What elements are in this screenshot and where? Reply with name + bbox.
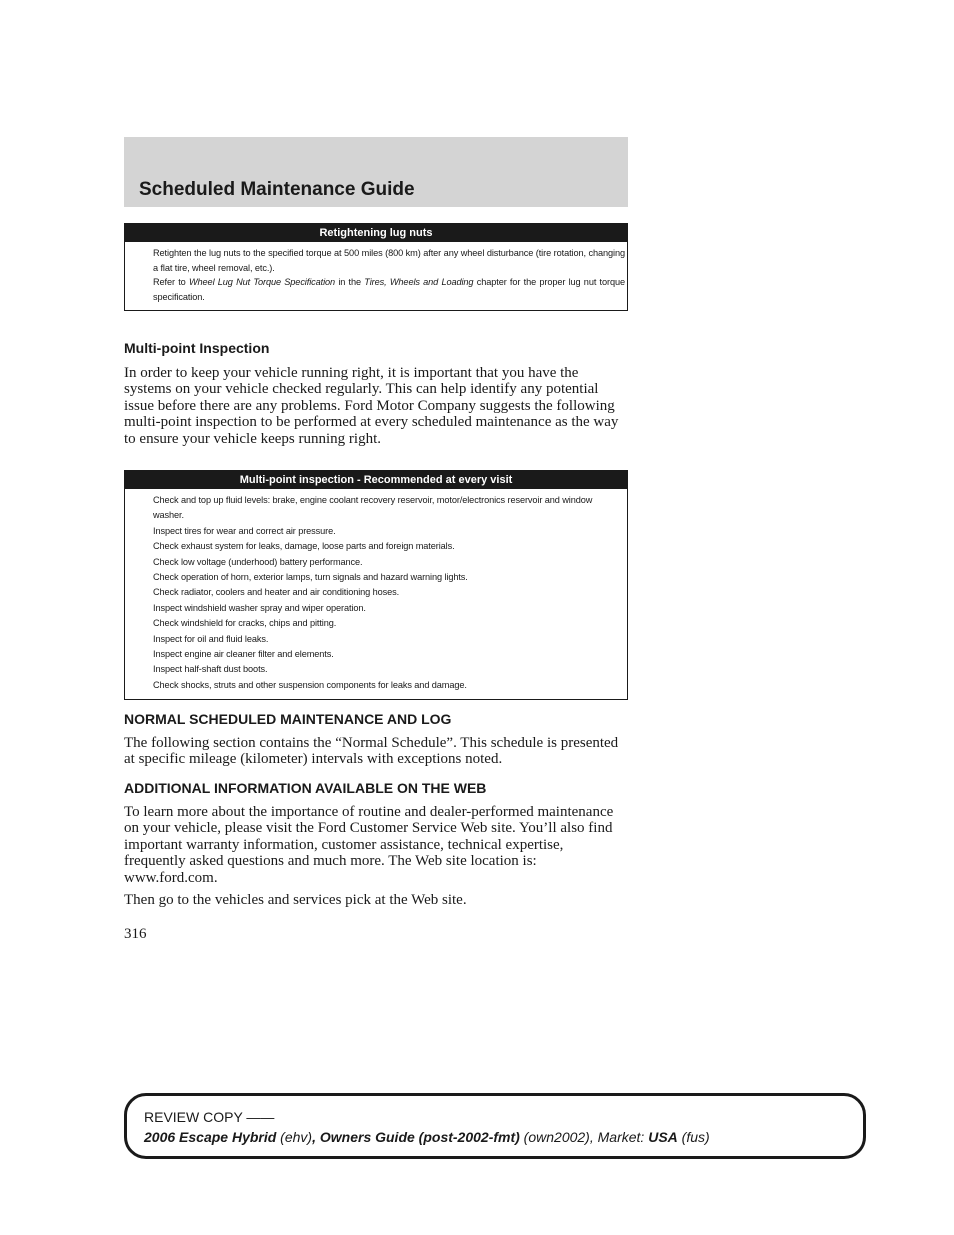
review-market: USA	[648, 1129, 678, 1145]
inspection-item: Check shocks, struts and other suspension components for leaks and damage.	[153, 679, 467, 690]
review-model: 2006 Escape Hybrid	[144, 1129, 277, 1145]
web-info-heading: ADDITIONAL INFORMATION AVAILABLE ON THE WEB	[124, 780, 487, 796]
inspection-item: Inspect tires for wear and correct air pressure.	[153, 525, 336, 536]
page-number: 316	[124, 926, 147, 942]
page-title: Scheduled Maintenance Guide	[139, 179, 415, 200]
inspection-item: Inspect half-shaft dust boots.	[153, 664, 268, 675]
multipoint-heading: Multi-point Inspection	[124, 340, 270, 356]
inspection-item: Check windshield for cracks, chips and pitting.	[153, 618, 337, 629]
inspection-item: Inspect windshield washer spray and wiper operation.	[153, 602, 366, 613]
multipoint-box	[124, 470, 628, 700]
tires-chapter-ref: Tires, Wheels and Loading	[364, 277, 474, 287]
normal-schedule-heading: NORMAL SCHEDULED MAINTENANCE AND LOG	[124, 711, 452, 727]
multipoint-box-heading: Multi-point inspection - Recommended at every visit	[125, 471, 627, 489]
inspection-item: Inspect for oil and fluid leaks.	[153, 633, 269, 644]
inspection-item: Check operation of horn, exterior lamps, turn signals and hazard warning lights.	[153, 572, 468, 583]
normal-schedule-text: The following section contains the “Normal Schedule”. This schedule is presented at specific mileage (kilometer) intervals with exceptions noted.	[124, 735, 619, 768]
review-copy-label: REVIEW COPY ——	[144, 1109, 275, 1125]
inspection-item: Inspect engine air cleaner filter and elements.	[153, 649, 334, 660]
multipoint-list	[125, 489, 627, 699]
lug-nuts-box	[124, 223, 628, 311]
review-copy-box	[124, 1093, 866, 1159]
lug-nuts-line-2: Refer to Wheel Lug Nut Torque Specification in the Tires, Wheels and Loading chapter for the proper lug nut torque specification.	[153, 277, 625, 302]
lug-nuts-box-heading: Retightening lug nuts	[125, 224, 627, 242]
inspection-item: Check exhaust system for leaks, damage, loose parts and foreign materials.	[153, 541, 455, 552]
inspection-item: Check low voltage (underhood) battery performance.	[153, 556, 363, 567]
section-header-band	[124, 137, 628, 207]
review-copy-details: 2006 Escape Hybrid (ehv), Owners Guide (post-2002-fmt) (own2002), Market: USA (fus)	[144, 1129, 710, 1145]
web-info-followup: Then go to the vehicles and services pick at the Web site.	[124, 892, 467, 908]
review-guide: Owners Guide (post-2002-fmt)	[319, 1129, 520, 1145]
lug-torque-spec-ref: Wheel Lug Nut Torque Specification	[188, 277, 336, 287]
web-info-text: To learn more about the importance of routine and dealer-performed maintenance on your vehicle, please visit the Ford Customer Service Web site. You’ll also find important warranty information, customer assistance, technical expertise, frequently asked questions and much more. The Web site location is: www.ford.com.	[124, 804, 614, 886]
lug-nuts-line-1: Retighten the lug nuts to the specified torque at 500 miles (800 km) after any wheel disturbance (tire rotation, changing a flat tire, wheel removal, etc.).	[153, 248, 625, 273]
multipoint-intro: In order to keep your vehicle running right, it is important that you have the systems on your vehicle checked regularly. This can help identify any potential issue before there are any problems. Ford Motor Company suggests the following multi-point inspection to be performed at every scheduled maintenance as the way to ensure your vehicle keeps running right.	[124, 365, 619, 447]
inspection-item: Check and top up fluid levels: brake, engine coolant recovery reservoir, motor/electronics reservoir and window washer.	[153, 495, 593, 521]
inspection-item: Check radiator, coolers and heater and air conditioning hoses.	[153, 587, 400, 598]
